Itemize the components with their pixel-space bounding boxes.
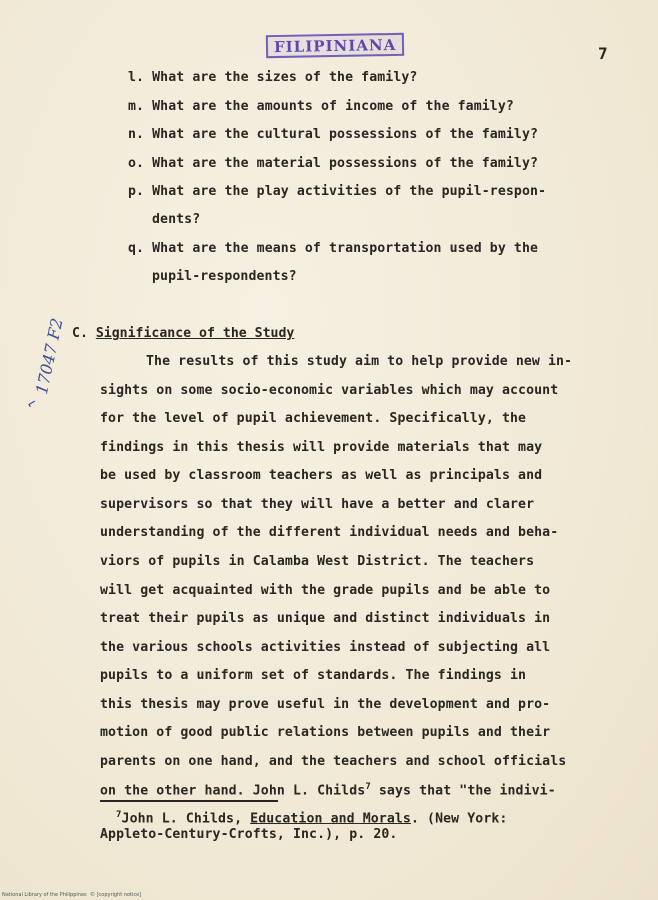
- paragraph-line: will get acquainted with the grade pupils and be able to: [100, 583, 551, 598]
- paragraph-line: for the level of pupil achievement. Specifically, the: [100, 411, 527, 426]
- paragraph-line: findings in this thesis will provide materials that may: [100, 440, 543, 455]
- paragraph-line: supervisors so that they will have a better and clarer: [100, 497, 535, 512]
- footnote-reference: 7: [365, 782, 371, 792]
- question-item: n. What are the cultural possessions of the family?: [128, 127, 539, 142]
- paragraph-line: treat their pupils as unique and distinct individuals in: [100, 611, 551, 626]
- question-item: q. What are the means of transportation used by the: [128, 241, 539, 256]
- question-item: l. What are the sizes of the family?: [128, 70, 418, 85]
- paragraph-line: motion of good public relations between pupils and their: [100, 725, 551, 740]
- page-number: 7: [598, 44, 608, 63]
- footer-left: National Library of the Philippines: [2, 892, 87, 898]
- paragraph-line: viors of pupils in Calamba West District. The teachers: [100, 554, 535, 569]
- section-title: Significance of the Study: [95, 326, 295, 341]
- section-letter: C.: [72, 326, 88, 341]
- paragraph-line: The results of this study aim to help provide new in-: [146, 354, 573, 369]
- paragraph-line: parents on one hand, and the teachers and school officials: [100, 754, 567, 769]
- paragraph-line: be used by classroom teachers as well as principals and: [100, 468, 543, 483]
- paragraph-line: sights on some socio-economic variables which may account: [100, 383, 559, 398]
- question-item: o. What are the material possessions of the family?: [128, 156, 539, 171]
- footnote-line: $^7$John L. Childs, Education and Morals. (New York:: [116, 810, 508, 827]
- handwritten-margin-note: 17047 F2: [32, 316, 67, 396]
- paragraph-line: the various schools activities instead of subjecting all: [100, 640, 551, 655]
- footer-right: © [copyright notice]: [90, 892, 142, 898]
- section-heading: [72, 326, 294, 341]
- paragraph-line: on the other hand. John L. Childs$^7$ says that "the indivi-: [100, 782, 556, 799]
- question-continuation: pupil-respondents?: [152, 269, 297, 284]
- footnote-book-title: Education and Morals: [250, 811, 411, 827]
- library-stamp: FILIPINIANA: [266, 33, 405, 58]
- question-continuation: dents?: [152, 212, 201, 227]
- paragraph-line: understanding of the different individual needs and beha-: [100, 525, 559, 540]
- paragraph-line: this thesis may prove useful in the development and pro-: [100, 697, 551, 712]
- footnote-line: Appleto-Century-Crofts, Inc.), p. 20.: [100, 827, 398, 842]
- margin-tick-mark: ⌐: [24, 394, 40, 414]
- footnote-divider: [100, 800, 278, 802]
- question-item: m. What are the amounts of income of the family?: [128, 99, 514, 114]
- paragraph-line: pupils to a uniform set of standards. The findings in: [100, 668, 527, 683]
- question-item: p. What are the play activities of the pupil-respon-: [128, 184, 547, 199]
